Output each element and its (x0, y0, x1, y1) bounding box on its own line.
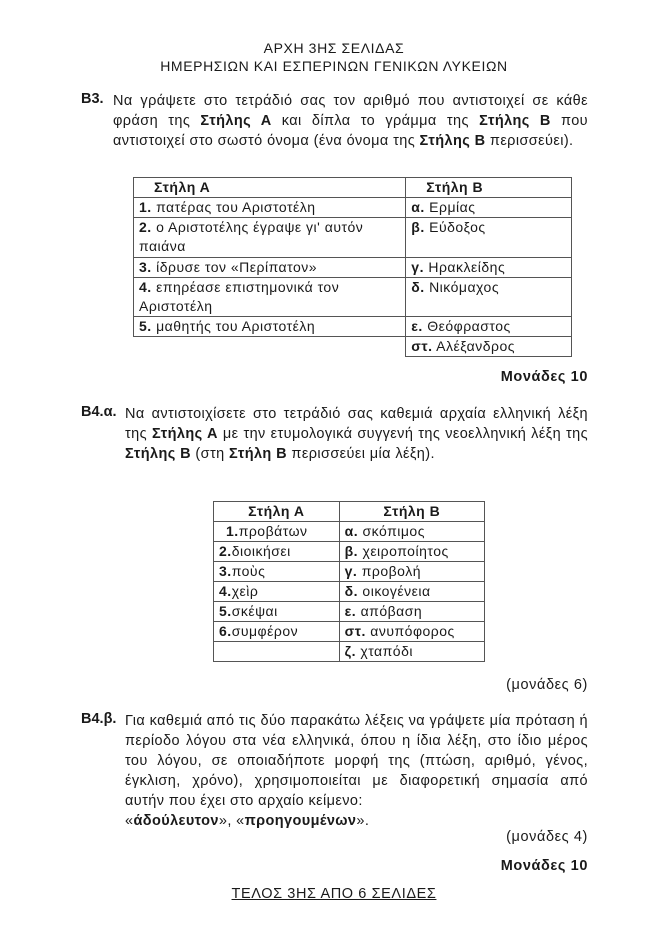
page-footer: ΤΕΛΟΣ 3ΗΣ ΑΠΟ 6 ΣΕΛΙΔΕΣ (231, 886, 437, 902)
table-cell-b: ε. απόβαση (339, 602, 484, 622)
column-header-a: Στήλη Α (134, 178, 406, 198)
page-header-line2: ΗΜΕΡΗΣΙΩΝ ΚΑΙ ΕΣΠΕΡΙΝΩΝ ΓΕΝΙΚΩΝ ΛΥΚΕΙΩΝ (160, 58, 508, 74)
table-cell-a: 4. επηρέασε επιστημονικά τον Αριστοτέλη (134, 278, 406, 317)
points-b3: Μονάδες 10 (500, 369, 588, 385)
matching-table-b4a (213, 501, 485, 662)
table-cell-a: 1. πατέρας του Αριστοτέλη (134, 198, 406, 218)
table-cell-b: γ. προβολή (339, 562, 484, 582)
table-cell-a: 6.συμφέρον (214, 622, 340, 642)
points-b4-total: Μονάδες 10 (500, 858, 588, 874)
table-cell-b: γ. Ηρακλείδης (406, 258, 572, 278)
question-text-b4a: Να αντιστοιχίσετε στο τετράδιό σας καθεμιά αρχαία ελληνική λέξη της Στήλης Α με την ετυμολογικά συγγενή της νεοελληνική λέξη της Στήλης Β (στη Στήλη Β περισσεύει μία λέξη). (125, 406, 588, 462)
points-b4b: (μονάδες 4) (506, 829, 588, 845)
matching-table-b3 (133, 177, 572, 357)
table-cell-empty (214, 642, 340, 662)
column-header-a: Στήλη Α (214, 502, 340, 522)
table-cell-b: α. Ερμίας (406, 198, 572, 218)
column-header-b: Στήλη Β (339, 502, 484, 522)
points-b4a: (μονάδες 6) (506, 677, 588, 693)
table-cell-b: α. σκόπιμος (339, 522, 484, 542)
table-cell-b: β. Εύδοξος (406, 218, 572, 258)
table-cell-empty (134, 337, 406, 357)
target-words: «άδούλευτον», «προηγουμένων». (125, 813, 370, 829)
question-label-b4b: Β4.β. (81, 711, 117, 727)
table-cell-a: 2. ο Αριστοτέλης έγραψε γι' αυτόν παιάνα (134, 218, 406, 258)
table-cell-a: 3. ίδρυσε τον «Περίπατον» (134, 258, 406, 278)
question-label-b4a: Β4.α. (81, 404, 117, 420)
table-cell-a: 2.διοικήσει (214, 542, 340, 562)
table-cell-b: στ. Αλέξανδρος (406, 337, 572, 357)
table-cell-a: 4.χεὶρ (214, 582, 340, 602)
table-cell-b: β. χειροποίητος (339, 542, 484, 562)
question-text-b3: Να γράψετε στο τετράδιό σας τον αριθμό που αντιστοιχεί σε κάθε φράση της Στήλης Α και δίπλα το γράμμα της Στήλης Β που αντιστοιχεί στο σωστό όνομα (ένα όνομα της Στήλης Β περισσεύει). (113, 93, 588, 149)
table-cell-b: ζ. χταπόδι (339, 642, 484, 662)
question-label-b3: Β3. (81, 91, 104, 107)
page-header-line1: ΑΡΧΗ 3ΗΣ ΣΕΛΙΔΑΣ (263, 40, 405, 56)
table-cell-b: ε. Θεόφραστος (406, 317, 572, 337)
table-cell-a: 1.προβάτων (214, 522, 340, 542)
table-cell-b: δ. οικογένεια (339, 582, 484, 602)
column-header-b: Στήλη Β (406, 178, 572, 198)
table-cell-b: στ. ανυπόφορος (339, 622, 484, 642)
table-cell-a: 5. μαθητής του Αριστοτέλη (134, 317, 406, 337)
question-text-b4b: Για καθεμιά από τις δύο παρακάτω λέξεις να γράψετε μία πρόταση ή περίοδο λόγου στα νέα ελληνικά, όπου η ίδια λέξη, στο ίδιο μέρος του λόγου, σε οποιαδήποτε μορφή της (πτώση, αριθμό, γένος, έγκλιση, χρόνο), χρησιμοποιείται με διαφορετική σημασία από αυτήν που έχει στο αρχαίο κείμενο: (125, 713, 588, 809)
table-cell-b: δ. Νικόμαχος (406, 278, 572, 317)
table-cell-a: 3.ποὺς (214, 562, 340, 582)
table-cell-a: 5.σκέψαι (214, 602, 340, 622)
